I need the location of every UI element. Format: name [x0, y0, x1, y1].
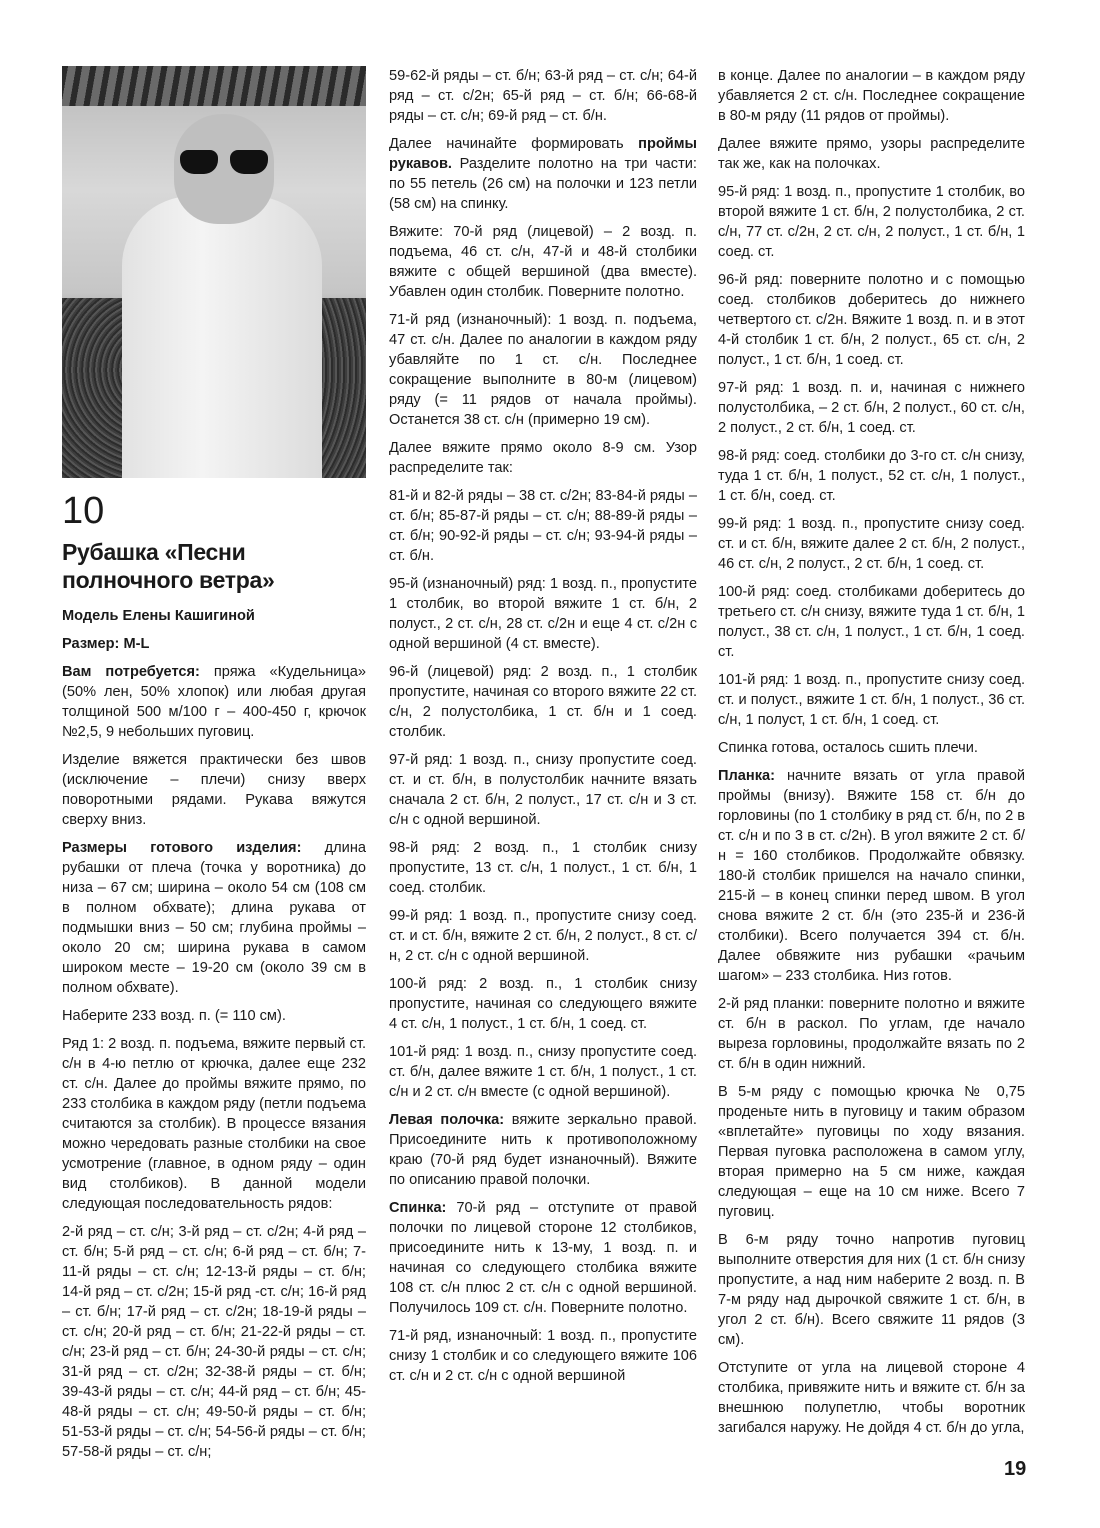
- dimensions-label: Размеры готового изделия:: [62, 840, 302, 856]
- paragraph: 95-й (изнаночный) ряд: 1 возд. п., пропустите 1 столбик, во второй вяжите 1 ст. б/н, 2 полуст., 2 ст. с/н, 28 ст. с/2н и еще 4 ст. с/2н с одной вершиной (4 ст. вместе).: [389, 576, 697, 652]
- article-title: [62, 538, 366, 594]
- article-title-line1: Рубашка «Песни: [62, 539, 246, 565]
- photo-sunglasses: [180, 150, 268, 176]
- paragraph: Далее вяжите прямо около 8-9 см. Узор распределите так:: [389, 440, 697, 476]
- paragraph: Отступите от угла на лицевой стороне 4 столбика, привяжите нить и вяжите ст. б/н за внешнюю полупетлю, чтобы воротник загибался наружу. Не дойдя 4 ст. б/н до угла,: [718, 1360, 1025, 1436]
- back-paragraph: [389, 1198, 697, 1318]
- paragraph: 97-й ряд: 1 возд. п. и, начиная с нижнего полустолбика, – 2 ст. б/н, 2 полуст., 60 ст. с/н, 2 полуст., 2 ст. б/н, 1 соед. ст.: [718, 380, 1025, 436]
- materials-text: пряжа «Кудельница» (50% лен, 50% хлопок) или любая другая толщиной 500 м/100 г – 400-450 г, крючок №2,5, 9 небольших пуговиц.: [62, 664, 366, 740]
- paragraph: 100-й ряд: соед. столбиками доберитесь до третьего ст. с/н снизу, вяжите туда 1 ст. б/н, 1 полуст., 38 ст. с/н, 1 полуст., 1 ст. б/н, 1 соед. ст.: [718, 584, 1025, 660]
- paragraph: 96-й (лицевой) ряд: 2 возд. п., 1 столбик пропустите, начиная со второго вяжите 22 ст. с/н, 2 полустолбика, 1 ст. б/н и 1 соед. столбик.: [389, 664, 697, 740]
- paragraph: Вяжите: 70-й ряд (лицевой) – 2 возд. п. подъема, 46 ст. с/н, 47-й и 48-й столбики вяжите с общей вершиной (два вместе). Убавлен один столбик. Поверните полотно.: [389, 224, 697, 300]
- model-photo: [62, 66, 366, 478]
- left-front-paragraph: [389, 1110, 697, 1190]
- column-3: [718, 66, 1025, 1446]
- model-author: Модель Елены Кашигиной: [62, 608, 255, 624]
- page-number: 19: [1004, 1458, 1027, 1480]
- paragraph: Изделие вяжется практически без швов (исключение – плечи) снизу вверх поворотными рядами. Рукава вяжутся сверху вниз.: [62, 752, 366, 828]
- materials-label: Вам потребуется:: [62, 664, 200, 680]
- paragraph: В 5-м ряду с помощью крючка № 0,75 проденьте нить в пуговицу и таким образом «вплетайте» пуговицы по ходу вязания. Первая пуговка расположена в самом углу, вторая примерно на 5 см ниже, каждая следующая – еще на 10 см ниже. Всего 7 пуговиц.: [718, 1084, 1025, 1220]
- paragraph: 81-й и 82-й ряды – 38 ст. с/2н; 83-84-й ряды – ст. б/н; 85-87-й ряды – ст. с/н; 88-89-й ряды – ст. б/н; 90-92-й ряды – ст. с/н; 93-94-й ряды – ст. б/н.: [389, 488, 697, 564]
- left-front-text: вяжите зеркально правой. Присоедините нить к противоположному краю (70-й ряд будет изнаночный). Вяжите по описанию правой полочки.: [389, 1112, 697, 1188]
- paragraph: 71-й ряд, изнаночный: 1 возд. п., пропустите снизу 1 столбик и со следующего вяжите 106 ст. с/н и 2 ст. с/н с одной вершиной: [389, 1328, 697, 1384]
- paragraph: 59-62-й ряды – ст. б/н; 63-й ряд – ст. с/н; 64-й ряд – ст. с/2н; 65-й ряд – ст. б/н; 66-68-й ряды – ст. с/н; 69-й ряд – ст. б/н.: [389, 68, 697, 124]
- paragraph: Далее вяжите прямо, узоры распределите так же, как на полочках.: [718, 136, 1025, 172]
- article-number: 10: [62, 490, 105, 532]
- photo-ceiling: [62, 66, 366, 106]
- column-1: [62, 66, 366, 1470]
- paragraph: в конце. Далее по аналогии – в каждом ряду убавляется 2 ст. с/н. Последнее сокращение в 80-м ряду (11 рядов от проймы).: [718, 68, 1025, 124]
- paragraph: 99-й ряд: 1 возд. п., пропустите снизу соед. ст. и ст. б/н, вяжите 2 ст. б/н, 2 полуст., 8 ст. с/н, 2 ст. с/н с одной вершиной.: [389, 908, 697, 964]
- paragraph: 101-й ряд: 1 возд. п., снизу пропустите соед. ст. б/н, далее вяжите 1 ст. б/н, 1 полуст., 1 ст. с/н и 2 ст. с/н вместе (с одной вершиной).: [389, 1044, 697, 1100]
- paragraph: 99-й ряд: 1 возд. п., пропустите снизу соед. ст. и ст. б/н, вяжите далее 2 ст. б/н, 2 полуст., 46 ст. с/н, 2 полуст., 2 ст. б/н, 1 соед. ст.: [718, 516, 1025, 572]
- size-info: Размер: M-L: [62, 636, 150, 652]
- placket-text: начните вязать от угла правой проймы (внизу). Вяжите 158 ст. б/н до горловины (по 1 столбику в ряд ст. б/н, по 2 в ст. с/н и по 3 в ст. с/2н). В угол вяжите 2 ст. б/н = 160 столбиков. Продолжайте обвязку. 180-й столбик пришелся на начало спинки, 215-й – в конец спинки перед швом. В угол снова вяжите 2 ст. б/н (это 235-й и 236-й столбики). Всего получается 394 ст. б/н. Далее обвяжите низ рубашки «рачьим шагом» – 233 столбика. Низ готов.: [718, 768, 1025, 984]
- armhole-paragraph: [389, 134, 697, 214]
- paragraph: 98-й ряд: соед. столбики до 3-го ст. с/н снизу, туда 1 ст. б/н, 1 полуст., 52 ст. с/н, 1 полуст., 1 ст. б/н, соед. ст.: [718, 448, 1025, 504]
- paragraph: 2-й ряд – ст. с/н; 3-й ряд – ст. с/2н; 4-й ряд – ст. б/н; 5-й ряд – ст. с/н; 6-й ряд – ст. б/н; 7-11-й ряды – ст. с/н; 12-13-й ряды – ст. б/н; 14-й ряд – ст. с/2н; 15-й ряд -ст. с/н; 16-й ряд – ст. б/н; 17-й ряд – ст. с/2н; 18-19-й ряды – ст. с/н; 20-й ряд – ст. б/н; 21-22-й ряды – ст. с/н; 23-й ряд – ст. б/н; 24-30-й ряды – ст. с/н; 31-й ряд – ст. с/2н; 32-38-й ряды – ст. б/н; 39-43-й ряды – ст. с/н; 44-й ряд – ст. б/н; 45-48-й ряды – ст. с/н; 49-50-й ряды – ст. б/н; 51-53-й ряды – ст. с/н; 54-56-й ряды – ст. б/н; 57-58-й ряды – ст. с/н;: [62, 1224, 366, 1460]
- placket-paragraph: [718, 766, 1025, 986]
- column-2: [389, 66, 697, 1394]
- armhole-text-a: Далее начинайте формировать: [389, 136, 639, 152]
- photo-shirt: [122, 196, 322, 478]
- paragraph: 95-й ряд: 1 возд. п., пропустите 1 столбик, во второй вяжите 1 ст. б/н, 2 полустолбика, 2 ст. с/н, 77 ст. с/2н, 2 ст. с/н, 2 полуст., 1 ст. б/н, 1 соед. ст.: [718, 184, 1025, 260]
- paragraph: 101-й ряд: 1 возд. п., пропустите снизу соед. ст. и полуст., вяжите 1 ст. б/н, 1 полуст., 36 ст. с/н, 1 полуст, 1 ст. б/н, 1 соед. ст.: [718, 672, 1025, 728]
- materials-paragraph: [62, 662, 366, 742]
- paragraph: 97-й ряд: 1 возд. п., снизу пропустите соед. ст. и ст. б/н, в полустолбик начните вязать сначала 2 ст. б/н, 2 полуст., 17 ст. с/н и 3 ст. с/н с одной вершиной.: [389, 752, 697, 828]
- dimensions-text: длина рубашки от плеча (точка у воротника) до низа – 67 см; ширина – около 54 см (108 см в полном обхвате); длина рукава от подмышки вниз – 50 см; глубина проймы – около 20 см; ширина рукава в самом широком месте – 19-20 см (около 39 см в полном обхвате).: [62, 840, 366, 996]
- left-front-label: Левая полочка:: [389, 1112, 505, 1128]
- paragraph: 98-й ряд: 2 возд. п., 1 столбик снизу пропустите, 13 ст. с/н, 1 полуст., 1 ст. б/н, 1 соед. столбик.: [389, 840, 697, 896]
- paragraph: Наберите 233 возд. п. (= 110 см).: [62, 1008, 286, 1024]
- dimensions-paragraph: [62, 838, 366, 998]
- back-text: 70-й ряд – отступите от правой полочки по лицевой стороне 12 столбиков, присоедините нить к 13-му, 1 возд. п. и начиная со следующего столбика вяжите 108 ст. с/н плюс 2 ст. с/н с одной вершиной. Получилось 109 ст. с/н. Поверните полотно.: [389, 1200, 697, 1316]
- article-title-line2: полночного ветра»: [62, 567, 275, 593]
- paragraph: 100-й ряд: 2 возд. п., 1 столбик снизу пропустите, начиная со следующего вяжите 4 ст. с/н, 1 полуст., 1 ст. б/н, 1 соед. ст.: [389, 976, 697, 1032]
- paragraph: В 6-м ряду точно напротив пуговиц выполните отверстия для них (1 ст. б/н снизу пропустите, а над ним наберите 2 возд. п. В 7-м ряду над дырочкой свяжите 1 ст. б/н, в угол 2 ст. б/н). Всего свяжите 11 рядов (3 см).: [718, 1232, 1025, 1348]
- paragraph: 96-й ряд: поверните полотно и с помощью соед. столбиков доберитесь до нижнего четвертого ст. с/2н. Вяжите 1 возд. п. и в этот 4-й столбик 1 ст. б/н, 2 полуст., 65 ст. с/н, 2 полуст., 1 ст. б/н, 1 соед. ст.: [718, 272, 1025, 368]
- paragraph: 2-й ряд планки: поверните полотно и вяжите ст. б/н в раскол. По углам, где начало выреза горловины, продолжайте вязать по 2 ст. б/н в один нижний.: [718, 996, 1025, 1072]
- paragraph: Ряд 1: 2 возд. п. подъема, вяжите первый ст. с/н в 4-ю петлю от крючка, далее еще 232 ст. с/н. Далее до проймы вяжите прямо, по 233 столбика в каждом ряду (петли подъема считаются за столбик). В процессе вязания можно чередовать разные столбики на свое усмотрение (главное, в одном ряду – один вид столбиков). В данной модели следующая последовательность рядов:: [62, 1036, 366, 1212]
- paragraph: Спинка готова, осталось сшить плечи.: [718, 740, 978, 756]
- back-label: Спинка:: [389, 1200, 447, 1216]
- armhole-label: проймы рукавов.: [389, 136, 697, 172]
- armhole-text-c: Разделите полотно на три части: по 55 петель (26 см) на полочки и 123 петли (58 см) на спинку.: [389, 156, 697, 212]
- paragraph: 71-й ряд (изнаночный): 1 возд. п. подъема, 47 ст. с/н. Далее по аналогии в каждом ряду убавляйте по 1 ст. с/н. Последнее сокращение выполните в 80-м (лицевом) ряду (= 11 рядов от начала проймы). Останется 38 ст. с/н (примерно 19 см).: [389, 312, 697, 428]
- placket-label: Планка:: [718, 768, 775, 784]
